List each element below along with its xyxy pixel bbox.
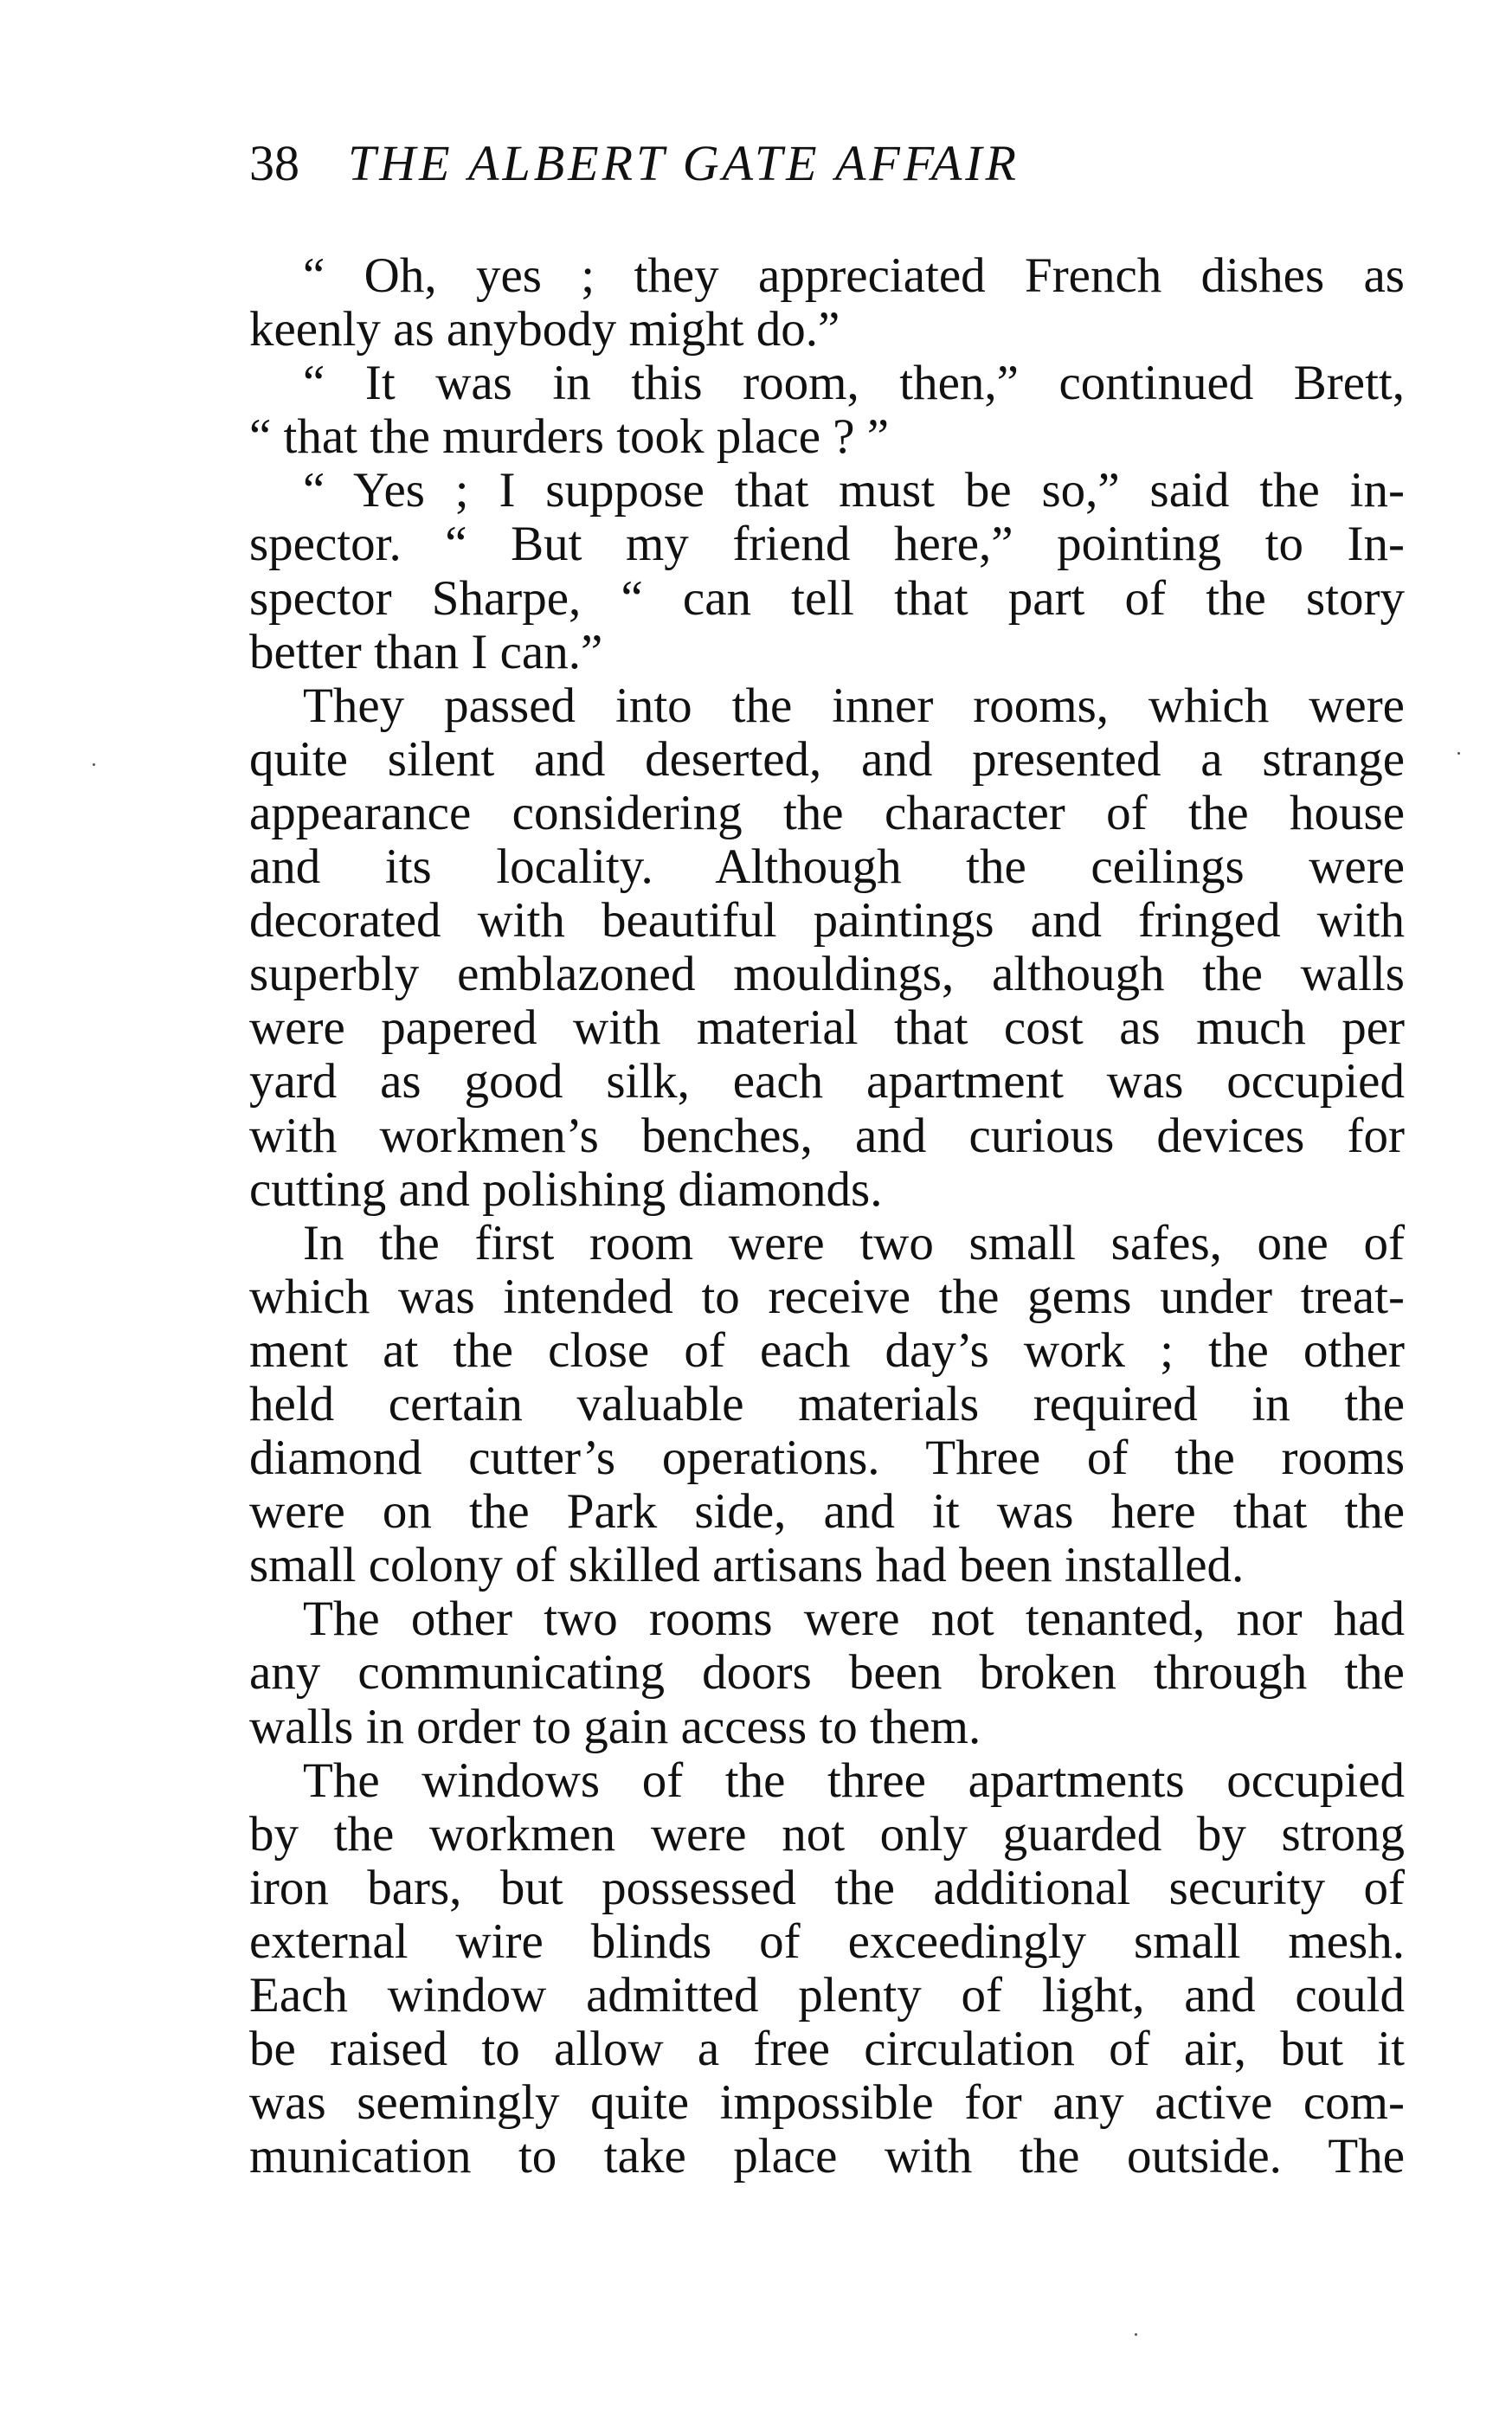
book-page [249,135,1405,2184]
running-title: THE ALBERT GATE AFFAIR [348,135,1020,191]
text-line: were on the Park side, and it was here that the [249,1484,1405,1540]
text-line: ment at the close of each day’s work ; the other [249,1322,1405,1378]
text-line: munication to take place with the outside. The [249,2129,1405,2184]
page-header [249,135,1405,216]
text-line: iron bars, but possessed the additional security of [249,1860,1405,1915]
text-line: was seemingly quite impossible for any active com- [249,2075,1405,2131]
paper-speck [1457,752,1460,755]
text-line: The other two rooms were not tenanted, nor had [303,1592,1405,1647]
page-number: 38 [249,135,299,191]
text-line: any communicating doors been broken through the [249,1645,1405,1701]
text-line: external wire blinds of exceedingly small mesh. [249,1913,1405,1969]
text-line: quite silent and deserted, and presented a strange [249,731,1405,787]
text-line: “ It was in this room, then,” continued Brett, [303,356,1405,411]
paper-speck [1135,2333,1137,2336]
paper-speck [93,763,95,766]
text-line: small colony of skilled artisans had been installed. [249,1538,1245,1593]
text-line: They passed into the inner rooms, which were [303,678,1405,733]
text-line: and its locality. Although the ceilings were [249,839,1405,895]
text-line: by the workmen were not only guarded by strong [249,1806,1405,1862]
text-line: decorated with beautiful paintings and fringed with [249,893,1405,949]
text-line: keenly as anybody might do.” [249,302,840,357]
text-line: In the first room were two small safes, one of [303,1215,1405,1270]
text-line: with workmen’s benches, and curious devices for [249,1108,1405,1163]
text-line: were papered with material that cost as much per [249,1000,1405,1056]
text-line: appearance considering the character of the house [249,785,1405,840]
text-line: better than I can.” [249,624,603,679]
text-line: Each window admitted plenty of light, and could [249,1968,1405,2023]
body-text [249,249,1405,2183]
text-line: “ Yes ; I suppose that must be so,” said the in- [303,463,1405,518]
text-line: cutting and polishing diamonds. [249,1161,883,1217]
text-line: which was intended to receive the gems under treat- [249,1269,1405,1324]
text-line: held certain valuable materials required in the [249,1376,1405,1431]
text-line: be raised to allow a free circulation of air, but it [249,2022,1405,2077]
text-line: walls in order to gain access to them. [249,1699,981,1754]
text-line: The windows of the three apartments occupied [303,1753,1405,1808]
text-line: “ that the murders took place ? ” [249,409,890,465]
text-line: “ Oh, yes ; they appreciated French dishes as [303,248,1405,303]
text-line: diamond cutter’s operations. Three of the rooms [249,1431,1405,1486]
text-line: yard as good silk, each apartment was occupied [249,1054,1405,1109]
text-line: spector Sharpe, “ can tell that part of the story [249,570,1405,626]
text-line: superbly emblazoned mouldings, although the walls [249,947,1405,1002]
text-line: spector. “ But my friend here,” pointing to In- [249,517,1405,572]
